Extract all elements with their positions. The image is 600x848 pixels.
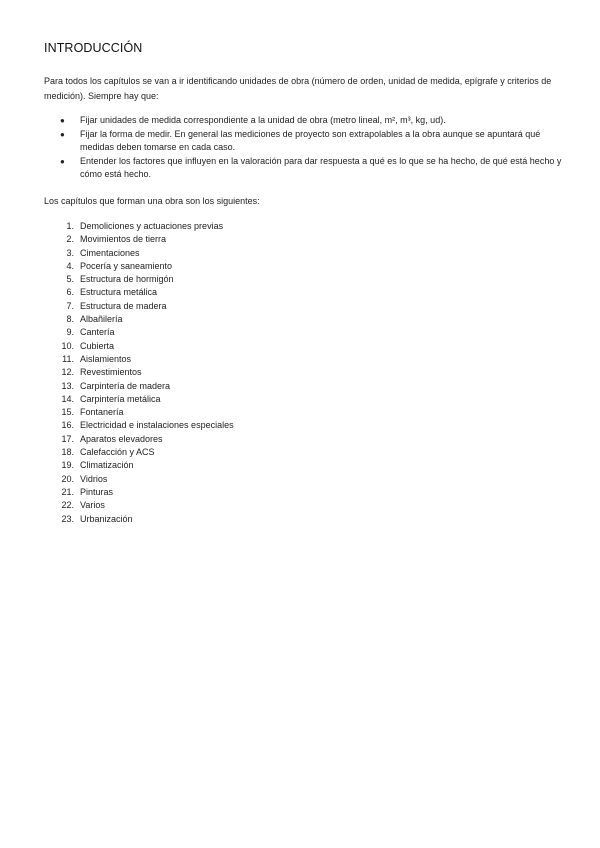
- list-item-text: Fijar la forma de medir. En general las mediciones de proyecto son extrapolables a la obra aunque se apuntará qué medidas deben tomarse en cada caso.: [80, 128, 541, 152]
- chapter-label: Calefacción y ACS: [80, 447, 155, 458]
- chapter-number: 18.: [61, 447, 74, 458]
- chapter-item: [44, 433, 234, 446]
- chapter-label: Vidrios: [80, 473, 108, 484]
- chapter-number: 14.: [61, 393, 74, 404]
- chapter-item: [44, 499, 234, 512]
- chapter-number: 21.: [61, 486, 74, 497]
- chapter-label: Varios: [80, 500, 105, 511]
- chapter-label: Carpintería de madera: [80, 380, 171, 391]
- chapter-item: [44, 393, 234, 406]
- chapter-item: [44, 233, 234, 246]
- chapter-label: Electricidad e instalaciones especiales: [80, 420, 234, 431]
- chapter-label: Movimientos de tierra: [80, 234, 167, 245]
- chapter-label: Carpintería metálica: [80, 393, 161, 404]
- chapters-intro: Los capítulos que forman una obra son los siguientes:: [44, 196, 260, 206]
- chapter-number: 15.: [61, 407, 74, 418]
- chapter-item: [44, 459, 234, 472]
- chapter-item: [44, 247, 234, 260]
- chapter-number: 3.: [66, 247, 74, 258]
- chapter-label: Aparatos elevadores: [80, 433, 163, 444]
- chapter-number: 6.: [66, 287, 74, 298]
- chapter-item: [44, 326, 234, 339]
- chapter-label: Aislamientos: [80, 353, 132, 364]
- bullet-icon: ●: [60, 129, 65, 139]
- chapter-label: Albañilería: [80, 314, 123, 325]
- list-item: [44, 155, 564, 182]
- chapter-label: Cantería: [80, 327, 115, 338]
- chapter-label: Cimentaciones: [80, 247, 140, 258]
- list-item-text: Fijar unidades de medida correspondiente a la unidad de obra (metro lineal, m², m³, kg, ud).: [80, 115, 446, 125]
- chapter-number: 12.: [61, 367, 74, 378]
- chapter-number: 10.: [61, 340, 74, 351]
- chapter-label: Revestimientos: [80, 367, 142, 378]
- chapter-label: Fontanería: [80, 407, 124, 418]
- chapter-number: 23.: [61, 513, 74, 524]
- chapter-number: 17.: [61, 433, 74, 444]
- chapter-item: [44, 380, 234, 393]
- chapter-number: 4.: [66, 260, 74, 271]
- chapters-list: [44, 220, 234, 526]
- bullet-icon: ●: [60, 116, 65, 125]
- chapter-number: 20.: [61, 473, 74, 484]
- chapter-item: [44, 340, 234, 353]
- intro-paragraph: Para todos los capítulos se van a ir identificando unidades de obra (número de orden, unidad de medida, epígrafe y criterios de medición). Siempre hay que:: [44, 76, 552, 101]
- chapter-number: 7.: [66, 300, 74, 311]
- chapter-number: 22.: [61, 500, 74, 511]
- chapter-item: [44, 273, 234, 286]
- chapter-number: 16.: [61, 420, 74, 431]
- chapter-item: [44, 260, 234, 273]
- chapter-label: Cubierta: [80, 340, 115, 351]
- chapter-item: [44, 300, 234, 313]
- chapter-label: Estructura metálica: [80, 287, 158, 298]
- list-item: [44, 128, 564, 155]
- chapter-number: 8.: [66, 314, 74, 325]
- chapter-label: Climatización: [80, 460, 134, 471]
- chapter-number: 5.: [66, 274, 74, 285]
- chapter-number: 9.: [66, 327, 74, 338]
- chapter-item: [44, 313, 234, 326]
- chapter-label: Pocería y saneamiento: [80, 260, 173, 271]
- chapter-label: Estructura de hormigón: [80, 274, 174, 285]
- chapter-item: [44, 486, 234, 499]
- chapter-item: [44, 286, 234, 299]
- chapter-item: [44, 406, 234, 419]
- chapter-item: [44, 220, 234, 233]
- requirements-list: [44, 114, 564, 182]
- chapter-label: Estructura de madera: [80, 300, 167, 311]
- chapter-label: Pinturas: [80, 486, 114, 497]
- bullet-icon: ●: [60, 156, 65, 166]
- chapter-item: [44, 366, 234, 379]
- chapter-number: 11.: [62, 353, 74, 364]
- page-title: INTRODUCCIÓN: [44, 41, 143, 55]
- chapter-item: [44, 473, 234, 486]
- chapter-number: 13.: [61, 380, 74, 391]
- chapter-item: [44, 513, 234, 526]
- chapter-number: 2.: [66, 234, 74, 245]
- chapter-number: 19.: [61, 460, 74, 471]
- chapter-label: Urbanización: [80, 513, 133, 524]
- list-item: [44, 114, 564, 128]
- chapter-label: Demoliciones y actuaciones previas: [80, 221, 224, 231]
- chapter-number: 1.: [66, 221, 74, 231]
- list-item-text: Entender los factores que influyen en la valoración para dar respuesta a qué es lo que se ha hecho, de qué está hecho y cómo está hecho.: [80, 155, 562, 179]
- chapter-item: [44, 353, 234, 366]
- chapter-item: [44, 419, 234, 432]
- chapter-item: [44, 446, 234, 459]
